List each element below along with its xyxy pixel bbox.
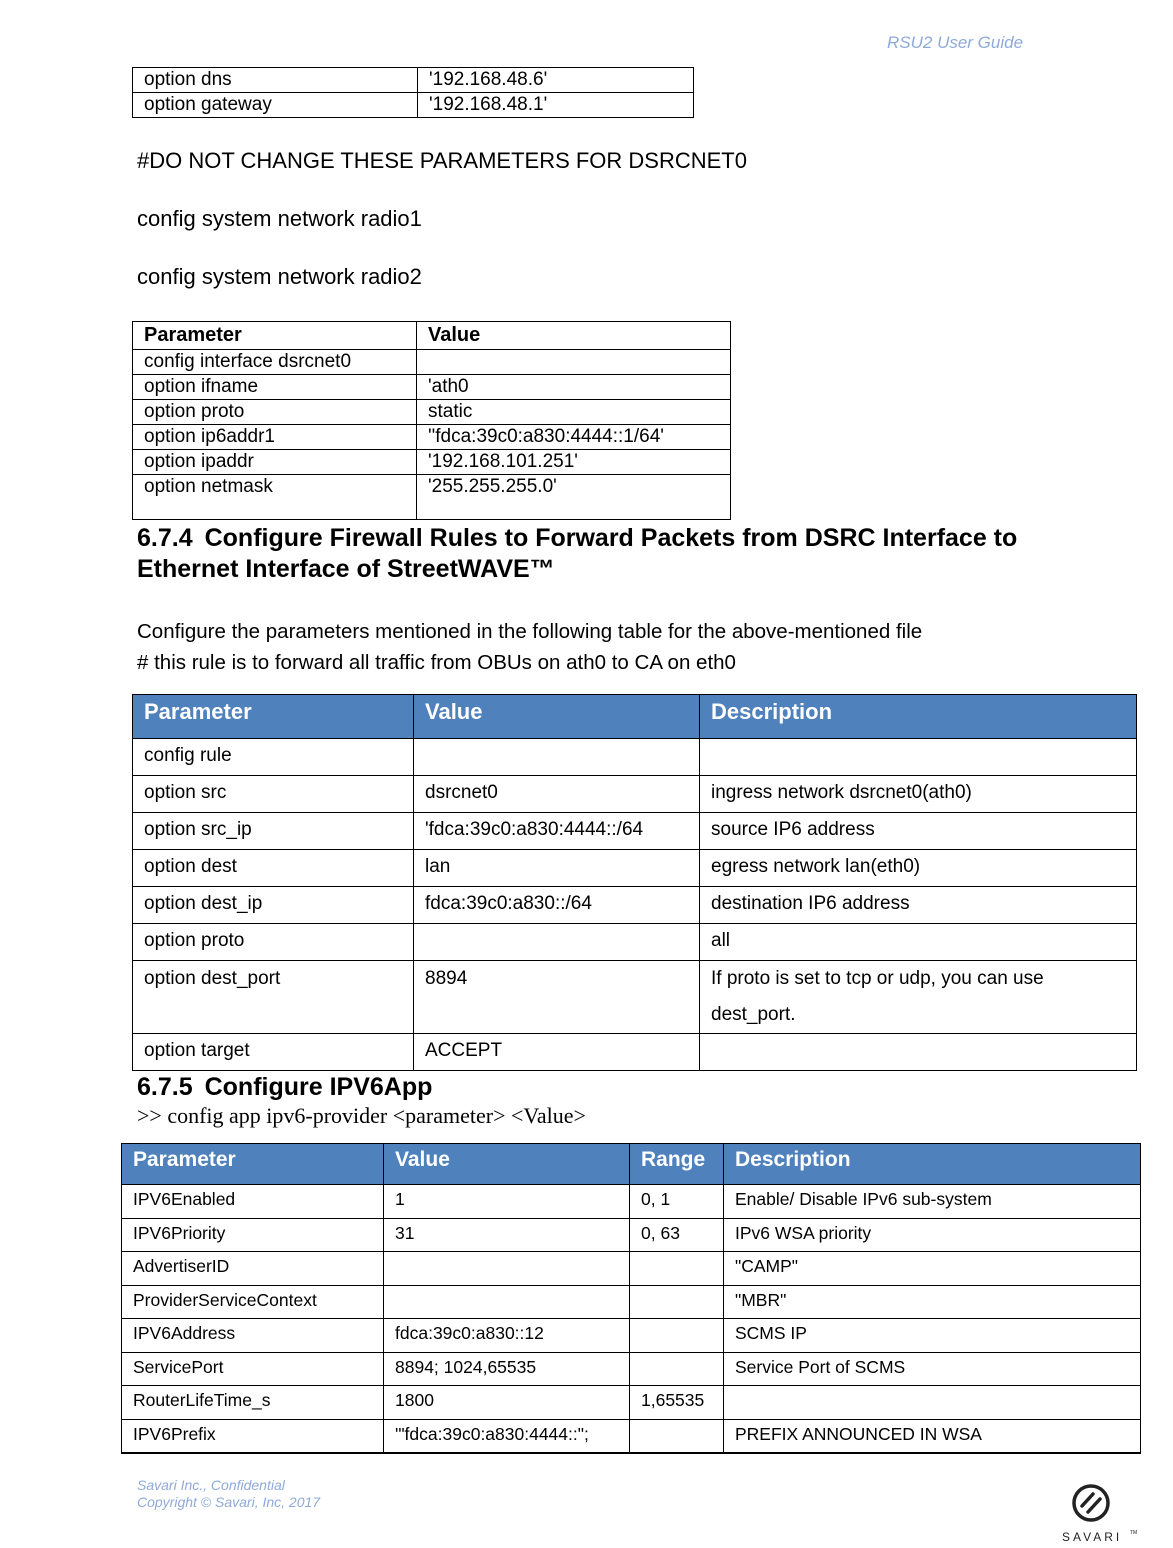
table-cell: destination IP6 address bbox=[700, 887, 1137, 924]
rule-comment: # this rule is to forward all traffic from OBUs on ath0 to CA on eth0 bbox=[137, 651, 736, 674]
table-cell: AdvertiserID bbox=[122, 1252, 384, 1286]
table-cell: option ip6addr1 bbox=[133, 425, 417, 450]
table-cell: option src_ip bbox=[133, 813, 414, 850]
firewall-rule-table bbox=[132, 694, 1137, 1071]
column-header: Value bbox=[414, 695, 700, 739]
section-heading-6-7-4 bbox=[137, 523, 1117, 585]
table-cell bbox=[414, 924, 700, 961]
savari-logo-text: SAVARI bbox=[1062, 1530, 1123, 1544]
savari-logo bbox=[1060, 1482, 1140, 1544]
table-cell: config interface dsrcnet0 bbox=[133, 350, 417, 375]
table-row bbox=[122, 1185, 1141, 1219]
table-cell: ''fdca:39c0:a830:4444::1/64' bbox=[417, 425, 731, 450]
table-row bbox=[122, 1319, 1141, 1353]
table-cell: option dest_ip bbox=[133, 887, 414, 924]
table-cell: dsrcnet0 bbox=[414, 776, 700, 813]
table-row bbox=[122, 1285, 1141, 1319]
table-cell: option netmask bbox=[133, 475, 417, 520]
table-cell bbox=[700, 1034, 1137, 1071]
table-cell: option ifname bbox=[133, 375, 417, 400]
table-cell: option proto bbox=[133, 400, 417, 425]
command-syntax: >> config app ipv6-provider <parameter> <Value> bbox=[137, 1103, 586, 1128]
table-row bbox=[133, 739, 1137, 776]
table-cell: If proto is set to tcp or udp, you can use dest_port. bbox=[700, 961, 1137, 1034]
table-cell bbox=[630, 1252, 724, 1286]
table-cell bbox=[384, 1285, 630, 1319]
table-cell: 'ath0 bbox=[417, 375, 731, 400]
copyright-notice: Copyright © Savari, Inc, 2017 bbox=[137, 1494, 321, 1510]
table-cell: '255.255.255.0' bbox=[417, 475, 731, 520]
table-cell: 8894; 1024,65535 bbox=[384, 1352, 630, 1386]
table-cell: lan bbox=[414, 850, 700, 887]
table-cell: Enable/ Disable IPv6 sub-system bbox=[724, 1185, 1141, 1219]
table-cell: option dest_port bbox=[133, 961, 414, 1034]
section-number: 6.7.4 bbox=[137, 524, 193, 552]
table-cell: ACCEPT bbox=[414, 1034, 700, 1071]
table-cell: 1 bbox=[384, 1185, 630, 1219]
table-row bbox=[133, 961, 1137, 1034]
table-cell: 31 bbox=[384, 1218, 630, 1252]
table-cell bbox=[630, 1352, 724, 1386]
table-row bbox=[133, 924, 1137, 961]
confidential-notice: Savari Inc., Confidential bbox=[137, 1477, 285, 1493]
table-cell: '192.168.48.1' bbox=[418, 93, 694, 118]
table-row bbox=[133, 68, 694, 93]
table-cell: ProviderServiceContext bbox=[122, 1285, 384, 1319]
table-cell: 8894 bbox=[414, 961, 700, 1034]
warning-line: #DO NOT CHANGE THESE PARAMETERS FOR DSRCNET0 bbox=[137, 148, 747, 173]
radio1-line: config system network radio1 bbox=[137, 206, 422, 231]
column-header: Description bbox=[700, 695, 1137, 739]
dsrcnet0-interface-table bbox=[132, 321, 731, 520]
column-header: Range bbox=[630, 1144, 724, 1185]
table-cell: ingress network dsrcnet0(ath0) bbox=[700, 776, 1137, 813]
network-options-table bbox=[132, 67, 694, 118]
section-title: Configure IPV6App bbox=[204, 1073, 433, 1101]
column-header: Description bbox=[724, 1144, 1141, 1185]
table-cell: 0, 1 bbox=[630, 1185, 724, 1219]
table-cell: IPV6Address bbox=[122, 1319, 384, 1353]
intro-paragraph: Configure the parameters mentioned in the following table for the above-mentioned file bbox=[137, 620, 923, 643]
savari-logo-icon bbox=[1074, 1486, 1108, 1520]
table-row bbox=[122, 1218, 1141, 1252]
table-cell: PREFIX ANNOUNCED IN WSA bbox=[724, 1419, 1141, 1453]
table-row bbox=[122, 1352, 1141, 1386]
table-row bbox=[133, 400, 731, 425]
table-row bbox=[133, 850, 1137, 887]
table-cell: SCMS IP bbox=[724, 1319, 1141, 1353]
header-title: RSU2 User Guide bbox=[887, 33, 1024, 52]
table-cell: fdca:39c0:a830::12 bbox=[384, 1319, 630, 1353]
section-heading-6-7-5 bbox=[137, 1072, 432, 1103]
table-cell bbox=[417, 350, 731, 375]
table-cell: egress network lan(eth0) bbox=[700, 850, 1137, 887]
table-cell: option target bbox=[133, 1034, 414, 1071]
table-cell: IPV6Priority bbox=[122, 1218, 384, 1252]
table-row bbox=[133, 93, 694, 118]
section-number: 6.7.5 bbox=[137, 1073, 193, 1101]
table-cell: IPv6 WSA priority bbox=[724, 1218, 1141, 1252]
table-cell: config rule bbox=[133, 739, 414, 776]
table-header-row bbox=[133, 695, 1137, 739]
table-row bbox=[122, 1419, 1141, 1453]
table-cell: '192.168.48.6' bbox=[418, 68, 694, 93]
table-cell: option ipaddr bbox=[133, 450, 417, 475]
table-row bbox=[133, 887, 1137, 924]
table-row bbox=[133, 350, 731, 375]
table-cell: IPV6Enabled bbox=[122, 1185, 384, 1219]
table-cell: IPV6Prefix bbox=[122, 1419, 384, 1453]
table-header-row bbox=[133, 322, 731, 350]
table-row bbox=[133, 776, 1137, 813]
column-header: Value bbox=[384, 1144, 630, 1185]
table-cell: option dest bbox=[133, 850, 414, 887]
table-row bbox=[133, 1034, 1137, 1071]
table-row bbox=[133, 375, 731, 400]
table-cell: "CAMP" bbox=[724, 1252, 1141, 1286]
table-cell bbox=[384, 1252, 630, 1286]
table-cell: 'fdca:39c0:a830:4444::/64 bbox=[414, 813, 700, 850]
table-row bbox=[122, 1252, 1141, 1286]
table-cell: fdca:39c0:a830::/64 bbox=[414, 887, 700, 924]
table-cell bbox=[700, 739, 1137, 776]
column-header: Value bbox=[417, 322, 731, 350]
table-cell: all bbox=[700, 924, 1137, 961]
section-title: Configure Firewall Rules to Forward Packets from DSRC Interface to Ethernet Interface of StreetWAVE™ bbox=[137, 524, 1018, 583]
radio2-line: config system network radio2 bbox=[137, 264, 422, 289]
table-cell: "MBR" bbox=[724, 1285, 1141, 1319]
table-cell bbox=[630, 1319, 724, 1353]
table-header-row bbox=[122, 1144, 1141, 1185]
column-header: Parameter bbox=[133, 695, 414, 739]
column-header: Parameter bbox=[122, 1144, 384, 1185]
table-cell bbox=[630, 1419, 724, 1453]
trademark-mark: TM bbox=[1130, 1530, 1138, 1536]
table-row bbox=[133, 813, 1137, 850]
table-cell bbox=[414, 739, 700, 776]
table-cell: static bbox=[417, 400, 731, 425]
table-cell: option src bbox=[133, 776, 414, 813]
ipv6-provider-table bbox=[121, 1143, 1141, 1454]
table-cell: 1,65535 bbox=[630, 1386, 724, 1420]
table-cell: option gateway bbox=[133, 93, 418, 118]
table-cell: 0, 63 bbox=[630, 1218, 724, 1252]
table-cell: source IP6 address bbox=[700, 813, 1137, 850]
table-cell: 1800 bbox=[384, 1386, 630, 1420]
table-row bbox=[133, 450, 731, 475]
table-row bbox=[122, 1386, 1141, 1420]
table-cell bbox=[724, 1386, 1141, 1420]
table-cell: ServicePort bbox=[122, 1352, 384, 1386]
table-row bbox=[133, 475, 731, 520]
table-row bbox=[133, 425, 731, 450]
table-cell: '192.168.101.251' bbox=[417, 450, 731, 475]
table-cell: option dns bbox=[133, 68, 418, 93]
footer bbox=[137, 1477, 320, 1511]
table-cell: Service Port of SCMS bbox=[724, 1352, 1141, 1386]
table-cell: '"fdca:39c0:a830:4444::"; bbox=[384, 1419, 630, 1453]
table-cell: option proto bbox=[133, 924, 414, 961]
table-cell bbox=[630, 1285, 724, 1319]
column-header: Parameter bbox=[133, 322, 417, 350]
table-cell: RouterLifeTime_s bbox=[122, 1386, 384, 1420]
